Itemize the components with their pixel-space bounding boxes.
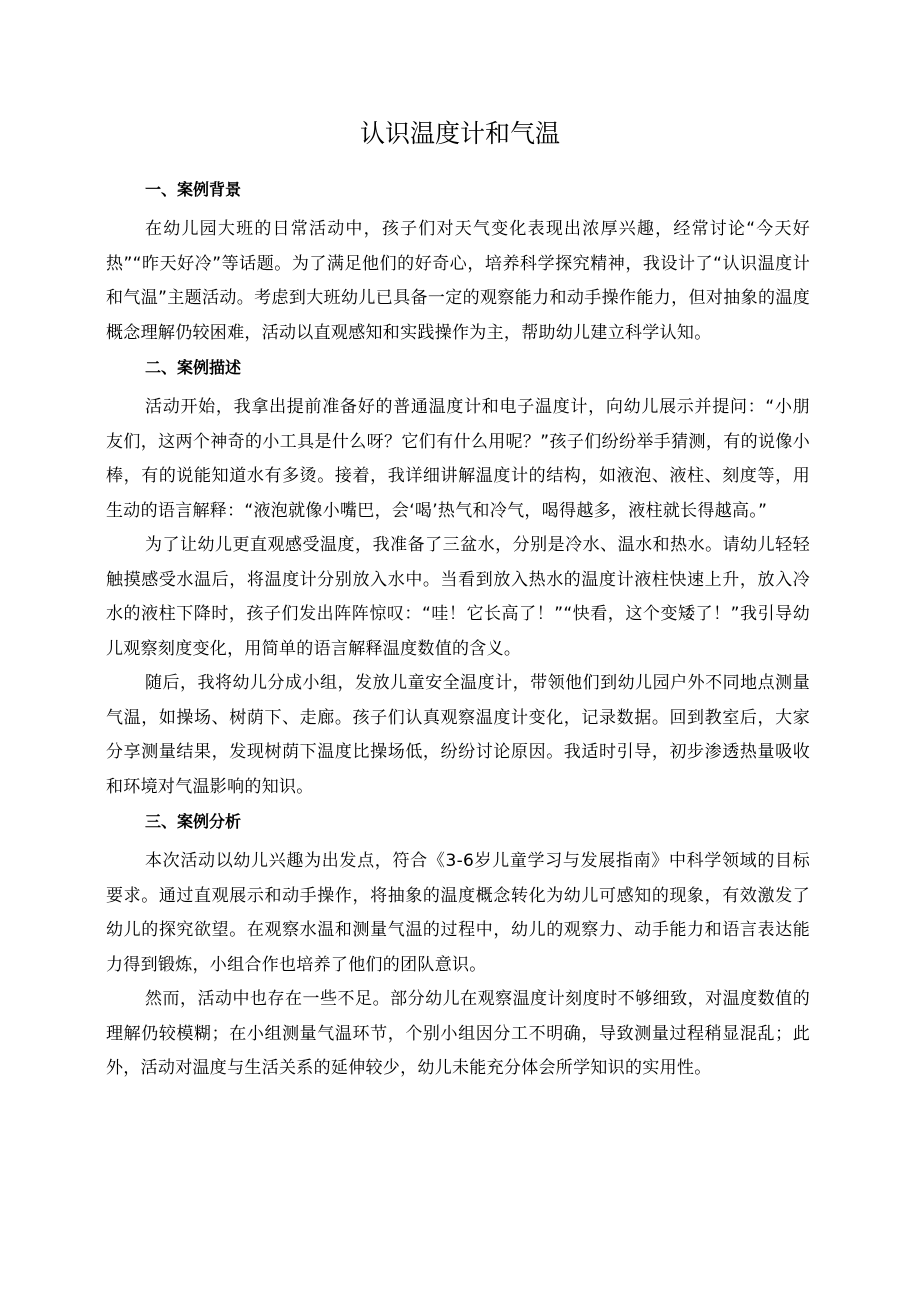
paragraph-background: 在幼儿园大班的日常活动中，孩子们对天气变化表现出浓厚兴趣，经常讨论“今天好热”“昨天好冷”等话题。为了满足他们的好奇心，培养科学探究精神，我设计了“认识温度计和气温”主题活动。考虑到大班幼儿已具备一定的观察能力和动手操作能力，但对抽象的温度概念理解仍较困难，活动以直观感知和实践操作为主，帮助幼儿建立科学认知。 bbox=[106, 219, 810, 343]
section-heading-analysis: 三、案例分析 bbox=[145, 812, 242, 831]
document-body bbox=[106, 178, 810, 1086]
section-heading-background: 一、案例背景 bbox=[145, 180, 242, 199]
document-title: 认识温度计和气温 bbox=[359, 119, 560, 148]
paragraph-description-2: 为了让幼儿更直观感受温度，我准备了三盆水，分别是冷水、温水和热水。请幼儿轻轻触摸感受水温后，将温度计分别放入水中。当看到放入热水的温度计液柱快速上升，放入冷水的液柱下降时，孩子们发出阵阵惊叹：“哇！它长高了！”“快看，这个变矮了！”我引导幼儿观察刻度变化，用简单的语言解释温度数值的含义。 bbox=[106, 535, 810, 659]
paragraph-description-1: 活动开始，我拿出提前准备好的普通温度计和电子温度计，向幼儿展示并提问：“小朋友们，这两个神奇的小工具是什么呀？它们有什么用呢？”孩子们纷纷举手猜测，有的说像小棒，有的说能知道水有多烫。接着，我详细讲解温度计的结构，如液泡、液柱、刻度等，用生动的语言解释：“液泡就像小嘴巴，会‘喝’热气和冷气，喝得越多，液柱就长得越高。” bbox=[106, 397, 810, 521]
paragraph-analysis-2: 然而，活动中也存在一些不足。部分幼儿在观察温度计刻度时不够细致，对温度数值的理解仍较模糊；在小组测量气温环节，个别小组因分工不明确，导致测量过程稍显混乱；此外，活动对温度与生活关系的延伸较少，幼儿未能充分体会所学知识的实用性。 bbox=[106, 989, 810, 1078]
paragraph-description-3: 随后，我将幼儿分成小组，发放儿童安全温度计，带领他们到幼儿园户外不同地点测量气温，如操场、树荫下、走廊。孩子们认真观察温度计变化，记录数据。回到教室后，大家分享测量结果，发现树荫下温度比操场低，纷纷讨论原因。我适时引导，初步渗透热量吸收和环境对气温影响的知识。 bbox=[106, 673, 810, 797]
section-heading-description: 二、案例描述 bbox=[145, 358, 242, 377]
paragraph-analysis-1: 本次活动以幼儿兴趣为出发点，符合《3-6岁儿童学习与发展指南》中科学领域的目标要求。通过直观展示和动手操作，将抽象的温度概念转化为幼儿可感知的现象，有效激发了幼儿的探究欲望。在观察水温和测量气温的过程中，幼儿的观察力、动手能力和语言表达能力得到锻炼，小组合作也培养了他们的团队意识。 bbox=[106, 851, 810, 975]
